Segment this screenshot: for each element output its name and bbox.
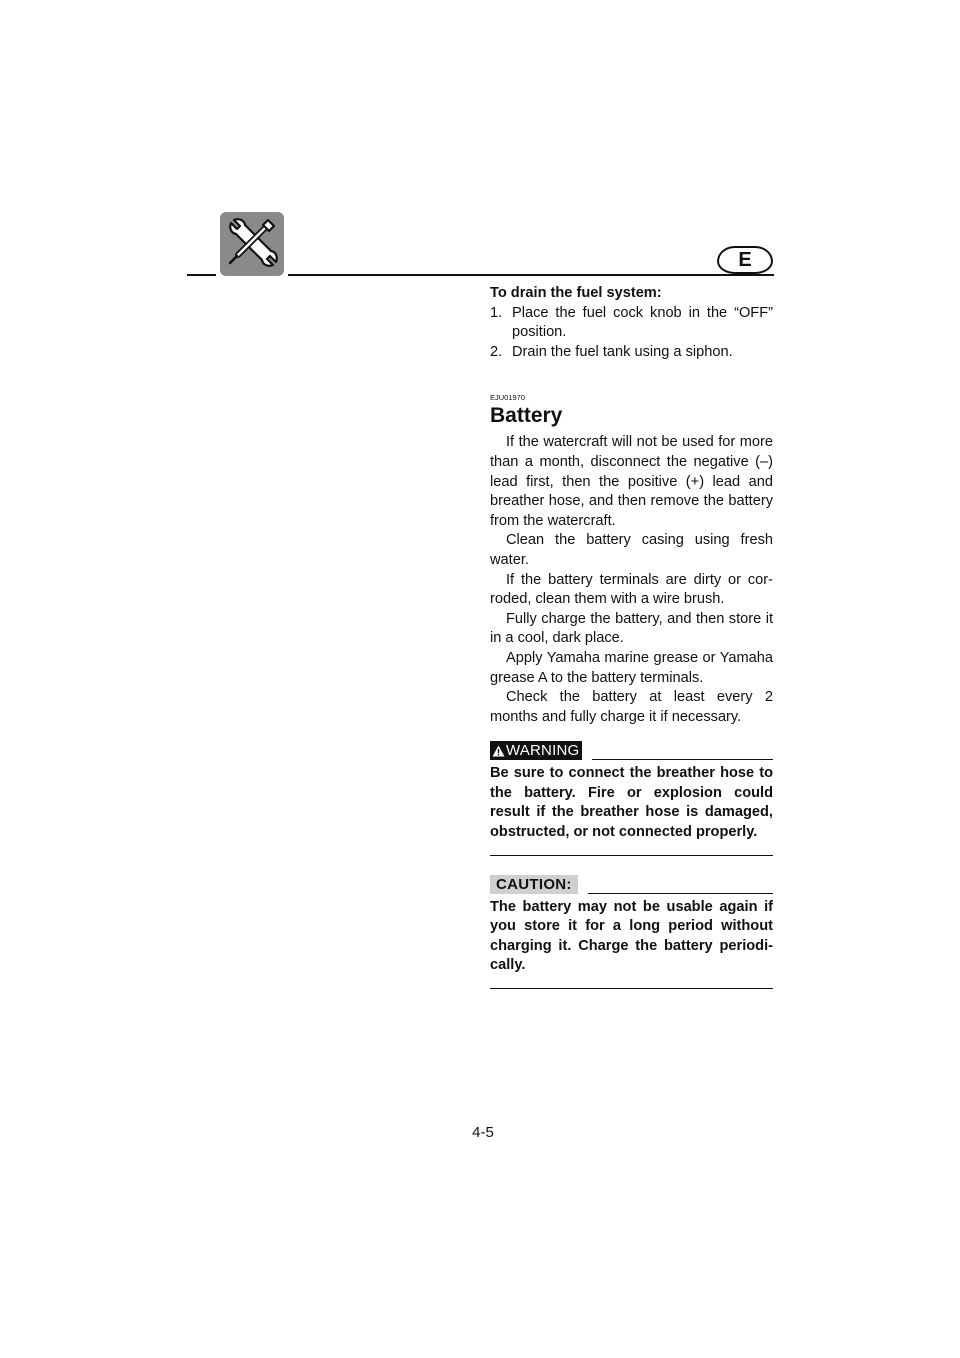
warning-triangle-icon [492,745,505,757]
header-rule-right [288,274,774,276]
step-number: 2. [490,343,503,360]
main-content [490,284,773,989]
fuel-step [490,343,773,363]
fuel-subheading: To drain the fuel system: [490,285,662,301]
header-rule-left [187,274,216,276]
step-text: Drain the fuel tank using a siphon. [512,343,733,360]
warning-header-rule [592,759,773,760]
caution-header [490,872,773,894]
step-text: Place the fuel cock knob in the “OFF” position. [512,304,773,341]
paragraph: Apply Yamaha marine grease or Yamaha grease A to the battery terminals. [490,649,773,686]
caution-label: CAUTION: [490,875,578,894]
paragraph: Clean the battery casing using fresh water. [490,532,773,568]
caution-box [490,872,773,989]
language-badge: E [717,246,773,274]
paragraph: Fully charge the battery, and then store it in a cool, dark place. [490,610,773,647]
caution-text: The battery may not be usable again if you store it for a long period without charging it. Charge the battery periodi- cally. [490,898,773,974]
caution-end-rule [490,988,773,989]
warning-label [490,741,582,760]
step-number: 1. [490,304,503,321]
fuel-step [490,304,773,343]
caution-header-rule [588,893,773,894]
section-code: EJU01970 [490,393,526,403]
warning-label-text: WARNING [506,742,580,760]
paragraph: If the watercraft will not be used for more than a month, disconnect the negative (–) lead first, then the positive (+) lead and breather hose, and then remove the battery from the watercraft. [490,434,773,529]
section-title: Battery [490,404,563,428]
warning-text: Be sure to connect the breather hose to the battery. Fire or explosion could result if the breather hose is damaged, obstructed, or not connected properly. [490,765,773,841]
warning-header [490,738,773,760]
page-number: 4-5 [472,1124,494,1141]
warning-box [490,738,773,855]
paragraph: If the battery terminals are dirty or cor- roded, clean them with a wire brush. [490,571,773,608]
warning-end-rule [490,855,773,856]
paragraph: Check the battery at least every 2 months and fully charge it if necessary. [490,689,773,725]
tools-icon [220,212,284,276]
